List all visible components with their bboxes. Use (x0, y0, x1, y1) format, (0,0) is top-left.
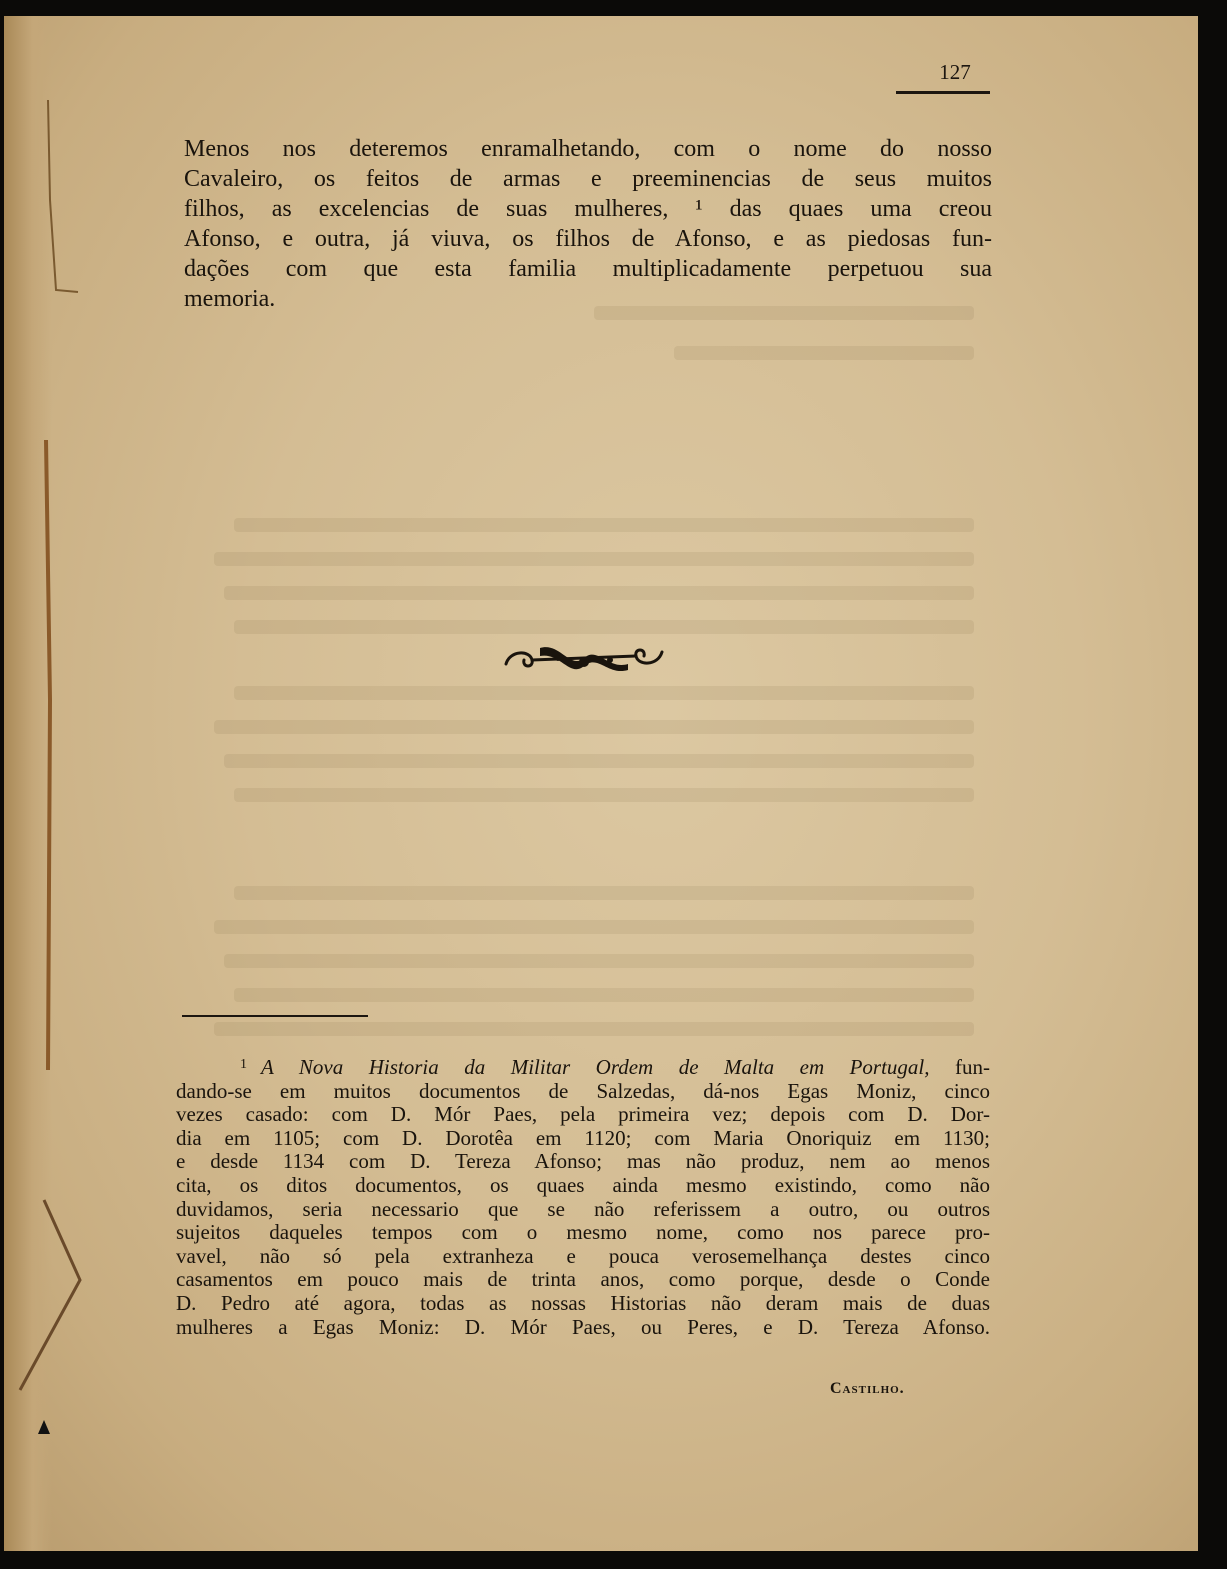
text-line: Cavaleiro, os feitos de armas e preeminencias de seus muitos (184, 166, 992, 192)
bleed-through-lines (194, 286, 974, 1086)
footnote-cited-title: A Nova Historia da Militar Ordem de Malta em Portugal, (261, 1055, 930, 1079)
footnote-first-line (176, 1053, 990, 1080)
page-number-rule (896, 91, 990, 94)
footnote-line: vezes casado: com D. Mór Paes, pela primeira vez; depois com D. Dor- (176, 1102, 990, 1127)
text-line: Afonso, e outra, já viuva, os filhos de Afonso, e as piedosas fun- (184, 226, 992, 252)
text-line: filhos, as excelencias de suas mulheres, ¹ das quaes uma creou (184, 196, 992, 222)
decorative-vignette-icon (500, 640, 668, 676)
footnote-line: mulheres a Egas Moniz: D. Mór Paes, ou Peres, e D. Tereza Afonso. (176, 1314, 990, 1339)
footnote-line: dia em 1105; com D. Dorotêa em 1120; com Maria Onoriquiz em 1130; (176, 1125, 990, 1150)
text-line: memoria. (184, 286, 276, 312)
footnote-line: dando-se em muitos documentos de Salzedas, dá-nos Egas Moniz, cinco (176, 1078, 990, 1103)
text-line: dações com que esta familia multiplicadamente perpetuou sua (184, 256, 992, 282)
footnote (176, 1053, 990, 1339)
footnote-line: e desde 1134 com D. Tereza Afonso; mas não produz, nem ao menos (176, 1149, 990, 1174)
text-line: Menos nos deteremos enramalhetando, com o nome do nosso (184, 136, 992, 162)
footnote-line: vavel, não só pela extranheza e pouca verosemelhança destes cinco (176, 1243, 990, 1268)
footnote-signature: Castilho. (830, 1380, 905, 1397)
show-through-texture (194, 286, 974, 1086)
footnote-first-line-rest: fun- (955, 1055, 990, 1079)
footnote-line: casamentos em pouco mais de trinta anos, como porque, desde o Conde (176, 1267, 990, 1292)
footnote-marker: 1 (240, 1057, 247, 1072)
footnote-line: D. Pedro até agora, todas as nossas Historias não deram mais de duas (176, 1290, 990, 1315)
footnote-line: cita, os ditos documentos, os quaes ainda mesmo existindo, como não (176, 1172, 990, 1197)
main-paragraph (184, 134, 992, 314)
page-number: 127 (939, 60, 971, 84)
page-gutter-shadow (4, 16, 52, 1551)
footnote-separator (182, 1015, 368, 1017)
footnote-line: duvidamos, seria necessario que se não referissem a outro, ou outros (176, 1196, 990, 1221)
footnote-line: sujeitos daqueles tempos com o mesmo nome, como nos parece pro- (176, 1220, 990, 1245)
